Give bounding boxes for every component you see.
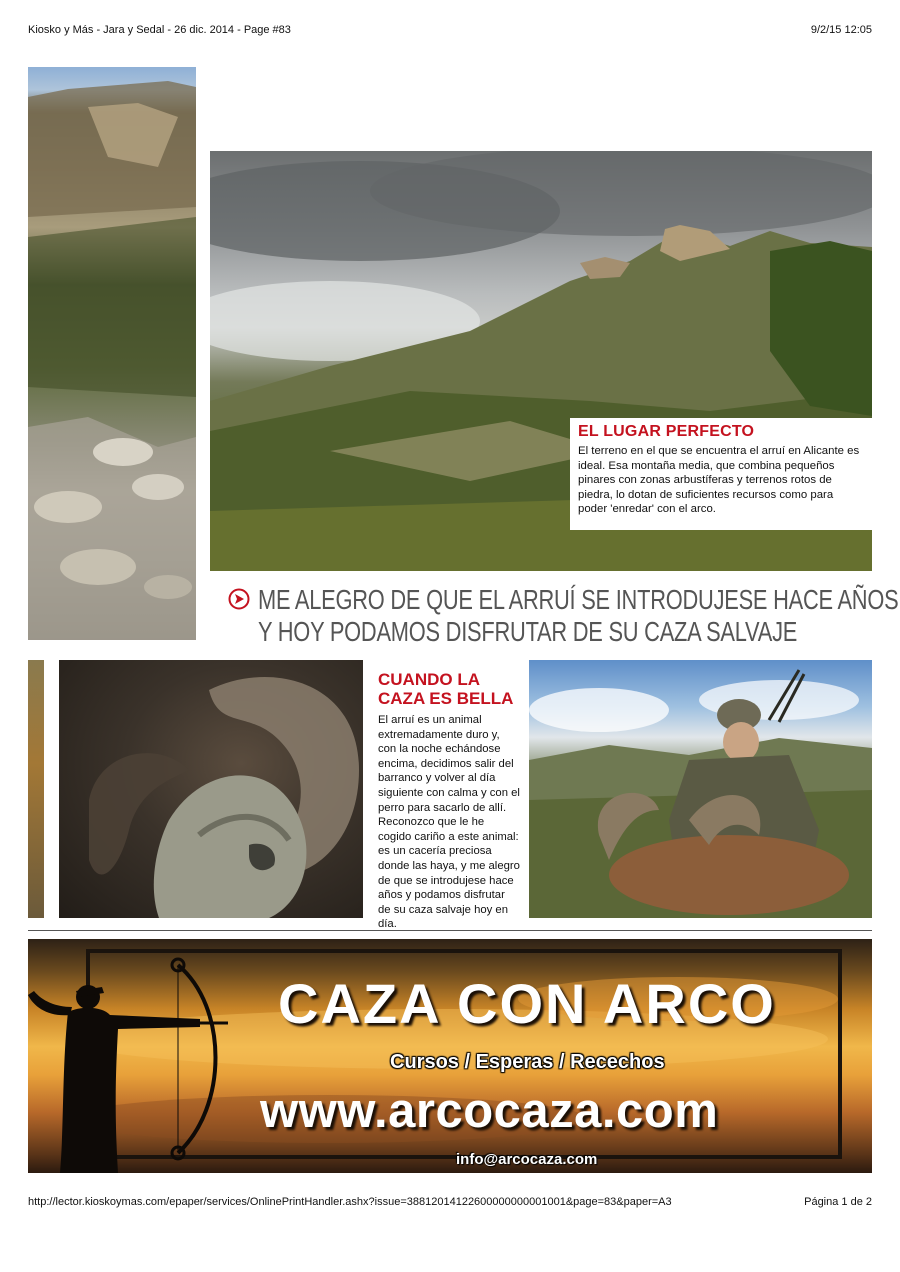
column-title-line-1: CUANDO LA bbox=[378, 670, 480, 689]
column-body-text: El arruí es un animal extremadamente duro y, con la noche echándose encima, decidimos salir del barranco y volver al día siguiente con calma y con el perro para sacarlo de allí. Reconozco que le he cogido cariño a este animal: es un cacería preciosa donde las haya, y me alegro de que se introdujese hace años y podamos disfrutar de su caza salvaje hoy en día. bbox=[378, 714, 520, 931]
column-title-line-2: CAZA ES BELLA bbox=[378, 689, 514, 708]
pull-quote bbox=[258, 584, 899, 648]
hunter-with-arrui-photo bbox=[529, 660, 872, 918]
column-title bbox=[378, 670, 518, 708]
left-mountain-photo bbox=[28, 67, 196, 640]
edge-photo-strip bbox=[28, 660, 44, 918]
caption-box bbox=[570, 418, 872, 530]
archer-silhouette-icon bbox=[28, 957, 238, 1173]
pull-quote-line-2: Y HOY PODAMOS DISFRUTAR DE SU CAZA SALVAJE bbox=[258, 616, 798, 647]
horn-and-glove-photo bbox=[59, 660, 363, 918]
section-divider bbox=[28, 930, 872, 931]
banner-email-link[interactable]: info@arcocaza.com bbox=[456, 1151, 598, 1168]
print-footer-page: Página 1 de 2 bbox=[804, 1196, 872, 1208]
print-footer-url: http://lector.kioskoymas.com/epaper/services/OnlinePrintHandler.ashx?issue=38812014122600000000001001&page=83&paper=A3 bbox=[28, 1196, 672, 1208]
banner-subtitle: Cursos / Esperas / Recechos bbox=[390, 1051, 665, 1073]
banner-title: CAZA CON ARCO bbox=[278, 972, 776, 1035]
caption-text: El terreno en el que se encuentra el arruí en Alicante es ideal. Esa montaña media, que combina pequeños pinares con zonas arbustíferas y terrenos rotos de piedra, lo dotan de suficientes recursos como para poder 'enredar' con el arco. bbox=[578, 445, 860, 515]
arrow-bullet-icon bbox=[228, 588, 250, 610]
pull-quote-line-1: ME ALEGRO DE QUE EL ARRUÍ SE INTRODUJESE HACE AÑOS bbox=[258, 584, 899, 615]
arcocaza-ad-banner[interactable] bbox=[28, 939, 872, 1173]
caption-title: EL LUGAR PERFECTO bbox=[578, 423, 755, 440]
banner-website-link[interactable]: www.arcocaza.com bbox=[260, 1084, 719, 1138]
print-header-title: Kiosko y Más - Jara y Sedal - 26 dic. 2014 - Page #83 bbox=[28, 24, 291, 36]
print-header-timestamp: 9/2/15 12:05 bbox=[810, 24, 872, 36]
